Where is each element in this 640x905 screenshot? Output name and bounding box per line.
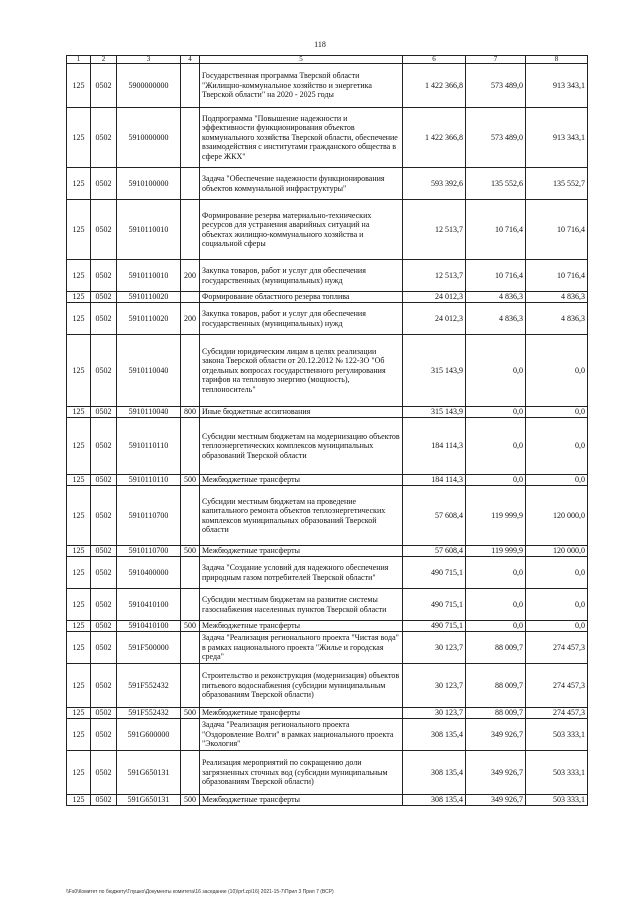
section-code-cell: 0502 <box>91 708 117 719</box>
section-code-cell: 0502 <box>91 407 117 418</box>
ministry-code-cell: 125 <box>67 557 91 589</box>
amount-year2-cell: 4 836,3 <box>466 303 526 335</box>
amount-year3-cell: 135 552,7 <box>526 168 588 200</box>
amount-year2-cell: 349 926,7 <box>466 795 526 806</box>
header-cell: 7 <box>466 56 526 64</box>
page-number: 118 <box>314 40 326 49</box>
header-cell: 4 <box>181 56 200 64</box>
ministry-code-cell: 125 <box>67 108 91 168</box>
description-cell: Межбюджетные трансферты <box>200 795 403 806</box>
amount-year3-cell: 503 333,1 <box>526 795 588 806</box>
description-cell: Межбюджетные трансферты <box>200 708 403 719</box>
target-article-cell: 591F552432 <box>117 664 181 708</box>
expense-type-cell <box>181 168 200 200</box>
amount-year3-cell: 0,0 <box>526 418 588 475</box>
amount-year1-cell: 30 123,7 <box>403 632 466 664</box>
target-article-cell: 5910110700 <box>117 486 181 546</box>
description-cell: Закупка товаров, работ и услуг для обеспечения государственных (муниципальных) нужд <box>200 303 403 335</box>
table-row <box>67 335 588 407</box>
table-row <box>67 303 588 335</box>
amount-year3-cell: 4 836,3 <box>526 292 588 303</box>
description-cell: Закупка товаров, работ и услуг для обеспечения государственных (муниципальных) нужд <box>200 260 403 292</box>
expense-type-cell <box>181 64 200 108</box>
description-cell: Межбюджетные трансферты <box>200 475 403 486</box>
table-row <box>67 64 588 108</box>
ministry-code-cell: 125 <box>67 546 91 557</box>
expense-type-cell <box>181 418 200 475</box>
table-row <box>67 795 588 806</box>
amount-year3-cell: 274 457,3 <box>526 708 588 719</box>
amount-year3-cell: 913 343,1 <box>526 108 588 168</box>
amount-year2-cell: 0,0 <box>466 335 526 407</box>
description-cell: Задача "Реализация регионального проекта "Чистая вода" в рамках национального проекта "Жилье и городская среда" <box>200 632 403 664</box>
amount-year2-cell: 573 489,0 <box>466 64 526 108</box>
ministry-code-cell: 125 <box>67 200 91 260</box>
table-row <box>67 486 588 546</box>
amount-year1-cell: 308 135,4 <box>403 719 466 751</box>
section-code-cell: 0502 <box>91 303 117 335</box>
expense-type-cell: 800 <box>181 407 200 418</box>
target-article-cell: 5910110020 <box>117 292 181 303</box>
target-article-cell: 5910410100 <box>117 589 181 621</box>
target-article-cell: 5910110020 <box>117 303 181 335</box>
expense-type-cell <box>181 200 200 260</box>
table-row <box>67 708 588 719</box>
table-row <box>67 418 588 475</box>
amount-year2-cell: 349 926,7 <box>466 719 526 751</box>
expense-type-cell: 500 <box>181 621 200 632</box>
amount-year3-cell: 0,0 <box>526 621 588 632</box>
header-cell: 3 <box>117 56 181 64</box>
amount-year2-cell: 10 716,4 <box>466 260 526 292</box>
expense-type-cell: 500 <box>181 546 200 557</box>
ministry-code-cell: 125 <box>67 335 91 407</box>
target-article-cell: 5910110700 <box>117 546 181 557</box>
table-row <box>67 200 588 260</box>
header-cell: 8 <box>526 56 588 64</box>
target-article-cell: 591F552432 <box>117 708 181 719</box>
expense-type-cell <box>181 589 200 621</box>
expense-type-cell <box>181 557 200 589</box>
description-cell: Государственная программа Тверской области "Жилищно-коммунальное хозяйство и энергетика Тверской области" на 2020 - 2025 годы <box>200 64 403 108</box>
budget-table <box>66 55 588 806</box>
amount-year3-cell: 4 836,3 <box>526 303 588 335</box>
section-code-cell: 0502 <box>91 292 117 303</box>
section-code-cell: 0502 <box>91 751 117 795</box>
description-cell: Межбюджетные трансферты <box>200 621 403 632</box>
header-cell: 6 <box>403 56 466 64</box>
target-article-cell: 5910400000 <box>117 557 181 589</box>
expense-type-cell: 500 <box>181 475 200 486</box>
target-article-cell: 5910110040 <box>117 335 181 407</box>
expense-type-cell <box>181 719 200 751</box>
section-code-cell: 0502 <box>91 557 117 589</box>
description-cell: Строительство и реконструкция (модернизация) объектов питьевого водоснабжения (субсидии муниципальным образованиям Тверской области) <box>200 664 403 708</box>
amount-year3-cell: 0,0 <box>526 407 588 418</box>
amount-year1-cell: 308 135,4 <box>403 751 466 795</box>
ministry-code-cell: 125 <box>67 292 91 303</box>
target-article-cell: 5910100000 <box>117 168 181 200</box>
target-article-cell: 5910110040 <box>117 407 181 418</box>
table-row <box>67 168 588 200</box>
target-article-cell: 591F500000 <box>117 632 181 664</box>
amount-year3-cell: 0,0 <box>526 475 588 486</box>
expense-type-cell <box>181 751 200 795</box>
header-cell: 1 <box>67 56 91 64</box>
expense-type-cell: 500 <box>181 795 200 806</box>
amount-year3-cell: 120 000,0 <box>526 486 588 546</box>
description-cell: Реализация мероприятий по сокращению доли загрязненных сточных вод (субсидии муниципальным образованиям Тверской области) <box>200 751 403 795</box>
table-row <box>67 546 588 557</box>
amount-year3-cell: 10 716,4 <box>526 260 588 292</box>
amount-year2-cell: 349 926,7 <box>466 751 526 795</box>
amount-year2-cell: 573 489,0 <box>466 108 526 168</box>
table-row <box>67 664 588 708</box>
amount-year1-cell: 490 715,1 <box>403 589 466 621</box>
expense-type-cell <box>181 292 200 303</box>
section-code-cell: 0502 <box>91 168 117 200</box>
section-code-cell: 0502 <box>91 64 117 108</box>
section-code-cell: 0502 <box>91 108 117 168</box>
target-article-cell: 5900000000 <box>117 64 181 108</box>
amount-year2-cell: 0,0 <box>466 475 526 486</box>
amount-year3-cell: 120 000,0 <box>526 546 588 557</box>
table-row <box>67 292 588 303</box>
file-path-footer: \\Fs0\Комитет по бюджету\Глушко\Документы комитета\16 заседание (10)\prf.zp\16) 2021-15-7\Прил 3 Прил 7 (ВСР) <box>66 889 334 895</box>
amount-year3-cell: 0,0 <box>526 557 588 589</box>
table-row <box>67 719 588 751</box>
ministry-code-cell: 125 <box>67 795 91 806</box>
ministry-code-cell: 125 <box>67 260 91 292</box>
amount-year1-cell: 1 422 366,8 <box>403 108 466 168</box>
target-article-cell: 5910110110 <box>117 418 181 475</box>
amount-year2-cell: 0,0 <box>466 589 526 621</box>
ministry-code-cell: 125 <box>67 632 91 664</box>
amount-year2-cell: 0,0 <box>466 407 526 418</box>
amount-year2-cell: 119 999,9 <box>466 486 526 546</box>
table-row <box>67 475 588 486</box>
ministry-code-cell: 125 <box>67 168 91 200</box>
amount-year1-cell: 315 143,9 <box>403 335 466 407</box>
amount-year1-cell: 490 715,1 <box>403 557 466 589</box>
expense-type-cell: 200 <box>181 260 200 292</box>
ministry-code-cell: 125 <box>67 664 91 708</box>
section-code-cell: 0502 <box>91 200 117 260</box>
expense-type-cell: 500 <box>181 708 200 719</box>
section-code-cell: 0502 <box>91 546 117 557</box>
target-article-cell: 591G650131 <box>117 795 181 806</box>
amount-year1-cell: 57 608,4 <box>403 486 466 546</box>
target-article-cell: 591G650131 <box>117 751 181 795</box>
ministry-code-cell: 125 <box>67 589 91 621</box>
section-code-cell: 0502 <box>91 664 117 708</box>
section-code-cell: 0502 <box>91 418 117 475</box>
ministry-code-cell: 125 <box>67 303 91 335</box>
amount-year2-cell: 0,0 <box>466 557 526 589</box>
amount-year1-cell: 12 513,7 <box>403 200 466 260</box>
amount-year1-cell: 1 422 366,8 <box>403 64 466 108</box>
description-cell: Формирование резерва материально-технических ресурсов для устранения аварийных ситуаций на объектах жилищно-коммунального хозяйства и социальной сферы <box>200 200 403 260</box>
amount-year1-cell: 30 123,7 <box>403 664 466 708</box>
table-header-row <box>67 56 588 64</box>
description-cell: Субсидии местным бюджетам на проведение капитального ремонта объектов теплоэнергетических комплексов муниципальных образований Тверской области <box>200 486 403 546</box>
amount-year3-cell: 10 716,4 <box>526 200 588 260</box>
ministry-code-cell: 125 <box>67 719 91 751</box>
amount-year2-cell: 88 009,7 <box>466 708 526 719</box>
amount-year1-cell: 308 135,4 <box>403 795 466 806</box>
amount-year1-cell: 315 143,9 <box>403 407 466 418</box>
amount-year1-cell: 593 392,6 <box>403 168 466 200</box>
description-cell: Субсидии юридическим лицам в целях реализации закона Тверской области от 20.12.2012 № 122-ЗО "Об отдельных вопросах государственного регулирования тарифов на тепловую энергию (мощность), теплоноситель" <box>200 335 403 407</box>
amount-year3-cell: 274 457,3 <box>526 632 588 664</box>
description-cell: Формирование областного резерва топлива <box>200 292 403 303</box>
header-cell: 5 <box>200 56 403 64</box>
target-article-cell: 5910110110 <box>117 475 181 486</box>
table-row <box>67 621 588 632</box>
amount-year1-cell: 184 114,3 <box>403 475 466 486</box>
amount-year1-cell: 57 608,4 <box>403 546 466 557</box>
ministry-code-cell: 125 <box>67 475 91 486</box>
description-cell: Субсидии местным бюджетам на модернизацию объектов теплоэнергетических комплексов муниципальных образований Тверской области <box>200 418 403 475</box>
amount-year2-cell: 88 009,7 <box>466 632 526 664</box>
table-row <box>67 407 588 418</box>
amount-year2-cell: 4 836,3 <box>466 292 526 303</box>
section-code-cell: 0502 <box>91 335 117 407</box>
section-code-cell: 0502 <box>91 589 117 621</box>
amount-year3-cell: 913 343,1 <box>526 64 588 108</box>
amount-year1-cell: 30 123,7 <box>403 708 466 719</box>
target-article-cell: 591G600000 <box>117 719 181 751</box>
target-article-cell: 5910110010 <box>117 200 181 260</box>
section-code-cell: 0502 <box>91 621 117 632</box>
amount-year1-cell: 184 114,3 <box>403 418 466 475</box>
description-cell: Межбюджетные трансферты <box>200 546 403 557</box>
section-code-cell: 0502 <box>91 475 117 486</box>
amount-year3-cell: 0,0 <box>526 335 588 407</box>
amount-year3-cell: 503 333,1 <box>526 719 588 751</box>
description-cell: Задача "Реализация регионального проекта "Оздоровление Волги" в рамках национального проекта "Экология" <box>200 719 403 751</box>
ministry-code-cell: 125 <box>67 64 91 108</box>
description-cell: Подпрограмма "Повышение надежности и эффективности функционирования объектов коммунального хозяйства Тверской области, обеспечение взаимодействия с институтами гражданского общества в сфере ЖКХ" <box>200 108 403 168</box>
ministry-code-cell: 125 <box>67 751 91 795</box>
table-row <box>67 632 588 664</box>
header-cell: 2 <box>91 56 117 64</box>
amount-year2-cell: 0,0 <box>466 621 526 632</box>
ministry-code-cell: 125 <box>67 418 91 475</box>
description-cell: Субсидии местным бюджетам на развитие системы газоснабжения населенных пунктов Тверской области <box>200 589 403 621</box>
expense-type-cell <box>181 335 200 407</box>
expense-type-cell <box>181 108 200 168</box>
amount-year2-cell: 135 552,6 <box>466 168 526 200</box>
section-code-cell: 0502 <box>91 719 117 751</box>
amount-year1-cell: 24 012,3 <box>403 292 466 303</box>
expense-type-cell <box>181 664 200 708</box>
target-article-cell: 5910110010 <box>117 260 181 292</box>
amount-year2-cell: 0,0 <box>466 418 526 475</box>
ministry-code-cell: 125 <box>67 708 91 719</box>
target-article-cell: 5910410100 <box>117 621 181 632</box>
section-code-cell: 0502 <box>91 486 117 546</box>
table-row <box>67 557 588 589</box>
expense-type-cell: 200 <box>181 303 200 335</box>
ministry-code-cell: 125 <box>67 621 91 632</box>
amount-year1-cell: 12 513,7 <box>403 260 466 292</box>
section-code-cell: 0502 <box>91 795 117 806</box>
amount-year1-cell: 24 012,3 <box>403 303 466 335</box>
expense-type-cell <box>181 632 200 664</box>
ministry-code-cell: 125 <box>67 407 91 418</box>
table-row <box>67 108 588 168</box>
amount-year3-cell: 0,0 <box>526 589 588 621</box>
table-row <box>67 589 588 621</box>
description-cell: Задача "Создание условий для надежного обеспечения природным газом потребителей Тверской области" <box>200 557 403 589</box>
target-article-cell: 5910000000 <box>117 108 181 168</box>
amount-year2-cell: 119 999,9 <box>466 546 526 557</box>
amount-year3-cell: 503 333,1 <box>526 751 588 795</box>
section-code-cell: 0502 <box>91 632 117 664</box>
description-cell: Задача "Обеспечение надежности функционирования объектов коммунальной инфраструктуры" <box>200 168 403 200</box>
expense-type-cell <box>181 486 200 546</box>
amount-year2-cell: 88 009,7 <box>466 664 526 708</box>
ministry-code-cell: 125 <box>67 486 91 546</box>
table-row <box>67 751 588 795</box>
amount-year2-cell: 10 716,4 <box>466 200 526 260</box>
amount-year1-cell: 490 715,1 <box>403 621 466 632</box>
amount-year3-cell: 274 457,3 <box>526 664 588 708</box>
section-code-cell: 0502 <box>91 260 117 292</box>
table-row <box>67 260 588 292</box>
description-cell: Иные бюджетные ассигнования <box>200 407 403 418</box>
